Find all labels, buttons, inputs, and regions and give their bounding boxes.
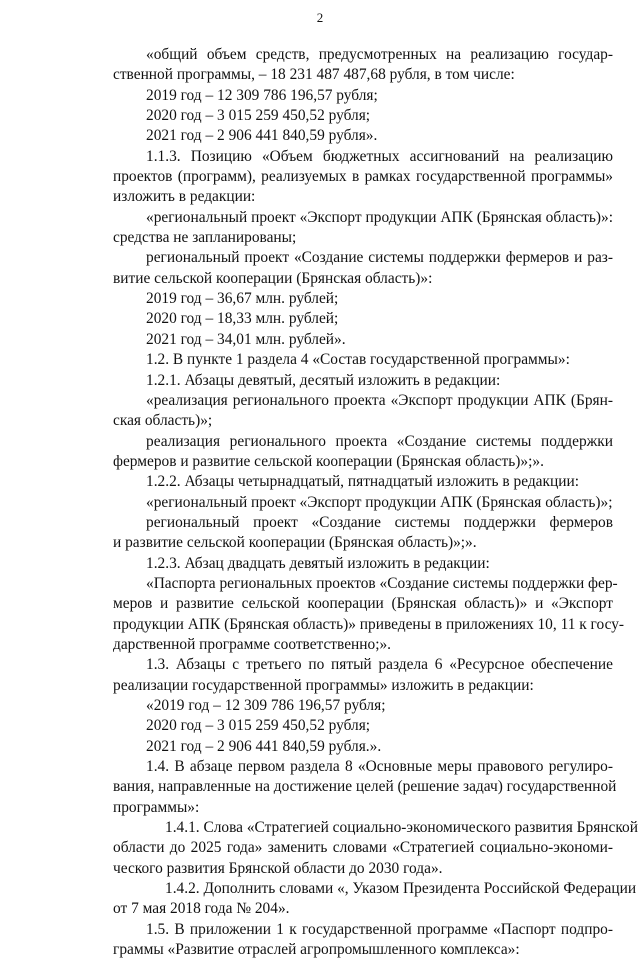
- text-line: 2021 год – 2 906 441 840,59 рубля».: [146, 127, 378, 145]
- text-line: «Паспорта региональных проектов «Создание системы поддержки фер-: [146, 574, 618, 592]
- text-line: ственной программы, – 18 231 487 487,68 рубля, в том числе:: [113, 66, 515, 84]
- text-line: области до 2025 года» заменить словами «Стратегией социально-экономи-: [113, 839, 613, 857]
- text-line: меров и развитие сельской кооперации (Брянская область)» и «Экспорт: [113, 595, 613, 613]
- text-line: региональный проект «Создание системы поддержки фермеров: [146, 513, 613, 531]
- text-line: средства не запланированы;: [113, 229, 297, 247]
- text-line: и развитие сельской кооперации (Брянская область)»;».: [113, 534, 477, 552]
- text-line: 1.2.3. Абзац двадцать девятый изложить в редакции:: [146, 554, 490, 572]
- text-line: витие сельской кооперации (Брянская область)»:: [113, 269, 433, 287]
- text-line: продукции АПК (Брянская область)» приведены в приложениях 10, 11 к госу-: [113, 615, 625, 633]
- text-line: фермеров и развитие сельской кооперации (Брянская область)»;».: [113, 452, 544, 470]
- text-line: проектов (программ), реализуемых в рамках государственной программы»: [113, 168, 613, 186]
- text-line: «общий объем средств, предусмотренных на реализацию государ-: [146, 46, 613, 63]
- text-line: 1.4.2. Дополнить словами «, Указом Президента Российской Федерации: [165, 880, 637, 898]
- text-line: «2019 год – 12 309 786 196,57 рубля;: [146, 697, 386, 714]
- text-line: 1.1.3. Позицию «Объем бюджетных ассигнований на реализацию: [146, 147, 613, 165]
- text-line: 2021 год – 34,01 млн. рублей».: [146, 330, 346, 348]
- text-line: 2019 год – 36,67 млн. рублей;: [146, 290, 339, 308]
- text-line: 2020 год – 18,33 млн. рублей;: [146, 310, 339, 328]
- text-line: «реализация регионального проекта «Экспорт продукции АПК (Брян-: [146, 391, 613, 409]
- text-line: 1.5. В приложении 1 к государственной программе «Паспорт подпро-: [146, 920, 613, 938]
- text-line: граммы «Развитие отраслей агропромышленного комплекса»:: [113, 941, 520, 959]
- text-line: 1.2.2. Абзацы четырнадцатый, пятнадцатый изложить в редакции:: [146, 473, 579, 491]
- text-line: дарственной программе соответственно;».: [113, 635, 392, 653]
- text-line: 1.4.1. Слова «Стратегией социально-экономического развития Брянской: [165, 819, 638, 837]
- text-line: «региональный проект «Экспорт продукции АПК (Брянская область)»:: [146, 208, 613, 226]
- text-line: 2021 год – 2 906 441 840,59 рубля.».: [146, 737, 382, 755]
- page-number: 2: [316, 10, 324, 25]
- text-line: программы»:: [113, 798, 200, 816]
- text-line: 1.4. В абзаце первом раздела 8 «Основные меры правового регулиро-: [146, 758, 613, 776]
- text-line: 2020 год – 3 015 259 450,52 рубля;: [146, 717, 371, 735]
- text-line: региональный проект «Создание системы поддержки фермеров и раз-: [146, 249, 613, 267]
- text-line: вания, направленные на достижение целей (решение задач) государственной: [113, 778, 617, 796]
- text-line: реализации государственной программы» изложить в редакции:: [113, 676, 534, 694]
- text-line: ская область)»;: [113, 412, 213, 430]
- text-line: «региональный проект «Экспорт продукции АПК (Брянская область)»;: [146, 493, 613, 511]
- text-line: изложить в редакции:: [113, 188, 256, 206]
- text-line: от 7 мая 2018 года № 204».: [113, 900, 290, 918]
- text-line: 2019 год – 12 309 786 196,57 рубля;: [146, 86, 378, 104]
- text-line: 1.2.1. Абзацы девятый, десятый изложить в редакции:: [146, 371, 501, 389]
- text-line: 1.2. В пункте 1 раздела 4 «Состав государственной программы»:: [146, 351, 570, 369]
- text-line: ческого развития Брянской области до 2030 года».: [113, 859, 443, 877]
- document-body: [113, 45, 638, 960]
- text-line: 2020 год – 3 015 259 450,52 рубля;: [146, 107, 371, 125]
- text-line: реализация регионального проекта «Создание системы поддержки: [146, 432, 613, 450]
- text-line: 1.3. Абзацы с третьего по пятый раздела 6 «Ресурсное обеспечение: [146, 656, 613, 674]
